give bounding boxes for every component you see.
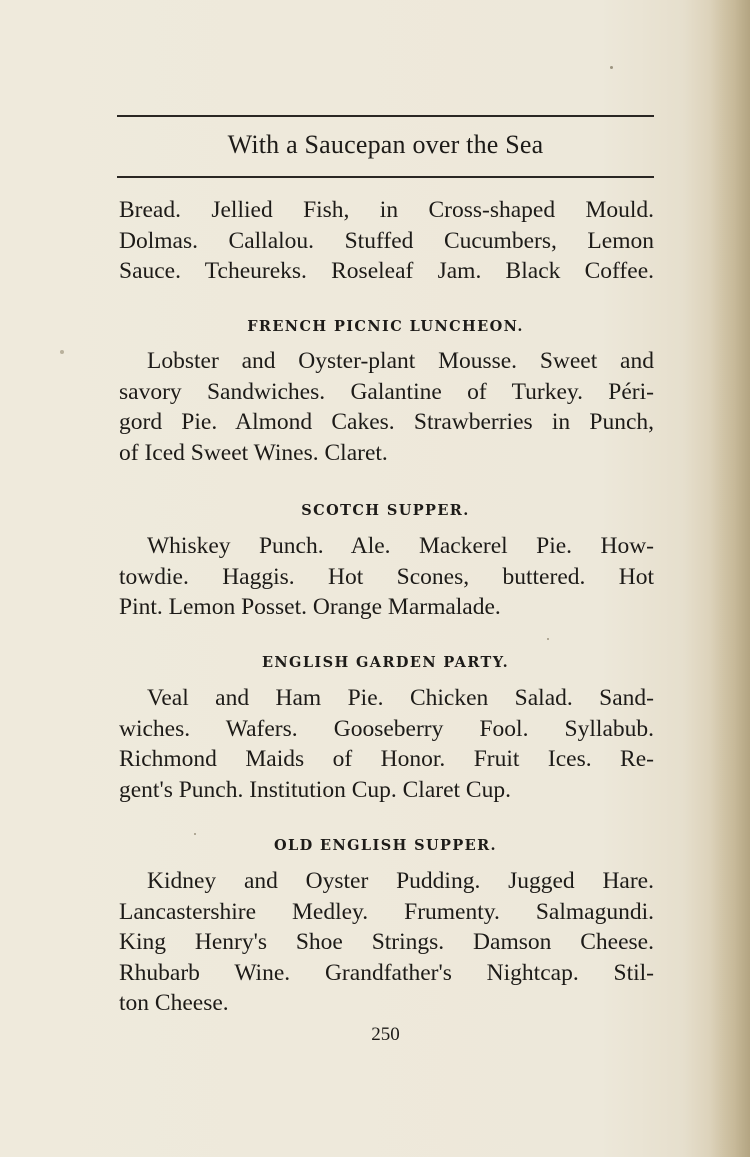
section-heading: SCOTCH SUPPER. [301, 502, 470, 519]
section-heading: OLD ENGLISH SUPPER. [273, 837, 497, 854]
text-line: gent's Punch. Institution Cup. Claret Cup. [119, 776, 511, 803]
text-line: wiches. Wafers. Gooseberry Fool. Syllabub. [119, 715, 654, 742]
text-line: Pint. Lemon Posset. Orange Marmalade. [119, 594, 501, 621]
header-rule-top [117, 115, 654, 117]
running-head: With a Saucepan over the Sea [227, 130, 544, 159]
text-line: ton Cheese. [119, 990, 229, 1017]
text-line: Richmond Maids of Honor. Fruit Ices. Re- [119, 746, 654, 773]
paper-speck [610, 66, 613, 69]
menu-paragraph [119, 346, 654, 468]
text-line: King Henry's Shoe Strings. Damson Cheese. [119, 929, 654, 956]
intro-paragraph [119, 195, 654, 287]
text-line: Bread. Jellied Fish, in Cross-shaped Mould. [119, 197, 654, 223]
text-line: Veal and Ham Pie. Chicken Salad. Sand- [147, 685, 654, 711]
menu-paragraph [119, 683, 654, 805]
paper-speck [194, 833, 196, 835]
page-number: 250 [371, 1024, 400, 1045]
text-line: Kidney and Oyster Pudding. Jugged Hare. [147, 868, 654, 894]
header-rule-bottom [117, 176, 654, 178]
paper-speck [547, 638, 549, 640]
menu-paragraph [119, 531, 654, 623]
section-heading: ENGLISH GARDEN PARTY. [261, 654, 510, 671]
section-heading: FRENCH PICNIC LUNCHEON. [247, 318, 524, 335]
text-line: Dolmas. Callalou. Stuffed Cucumbers, Lemon [119, 227, 654, 254]
text-line: Whiskey Punch. Ale. Mackerel Pie. How- [147, 533, 654, 559]
text-line: of Iced Sweet Wines. Claret. [119, 439, 388, 466]
text-line: gord Pie. Almond Cakes. Strawberries in Punch, [119, 409, 654, 436]
page-gutter-shadow [710, 0, 750, 1157]
text-line: Lancastershire Medley. Frumenty. Salmagundi. [119, 898, 654, 925]
text-line: Lobster and Oyster-plant Mousse. Sweet and [147, 348, 654, 374]
text-line: savory Sandwiches. Galantine of Turkey. Péri- [119, 378, 654, 405]
text-line: Sauce. Tcheureks. Roseleaf Jam. Black Coffee. [119, 258, 654, 285]
text-line: towdie. Haggis. Hot Scones, buttered. Hot [119, 563, 654, 590]
paper-speck [60, 350, 64, 354]
text-line: Rhubarb Wine. Grandfather's Nightcap. Stil- [119, 959, 654, 986]
menu-paragraph [119, 866, 654, 1019]
